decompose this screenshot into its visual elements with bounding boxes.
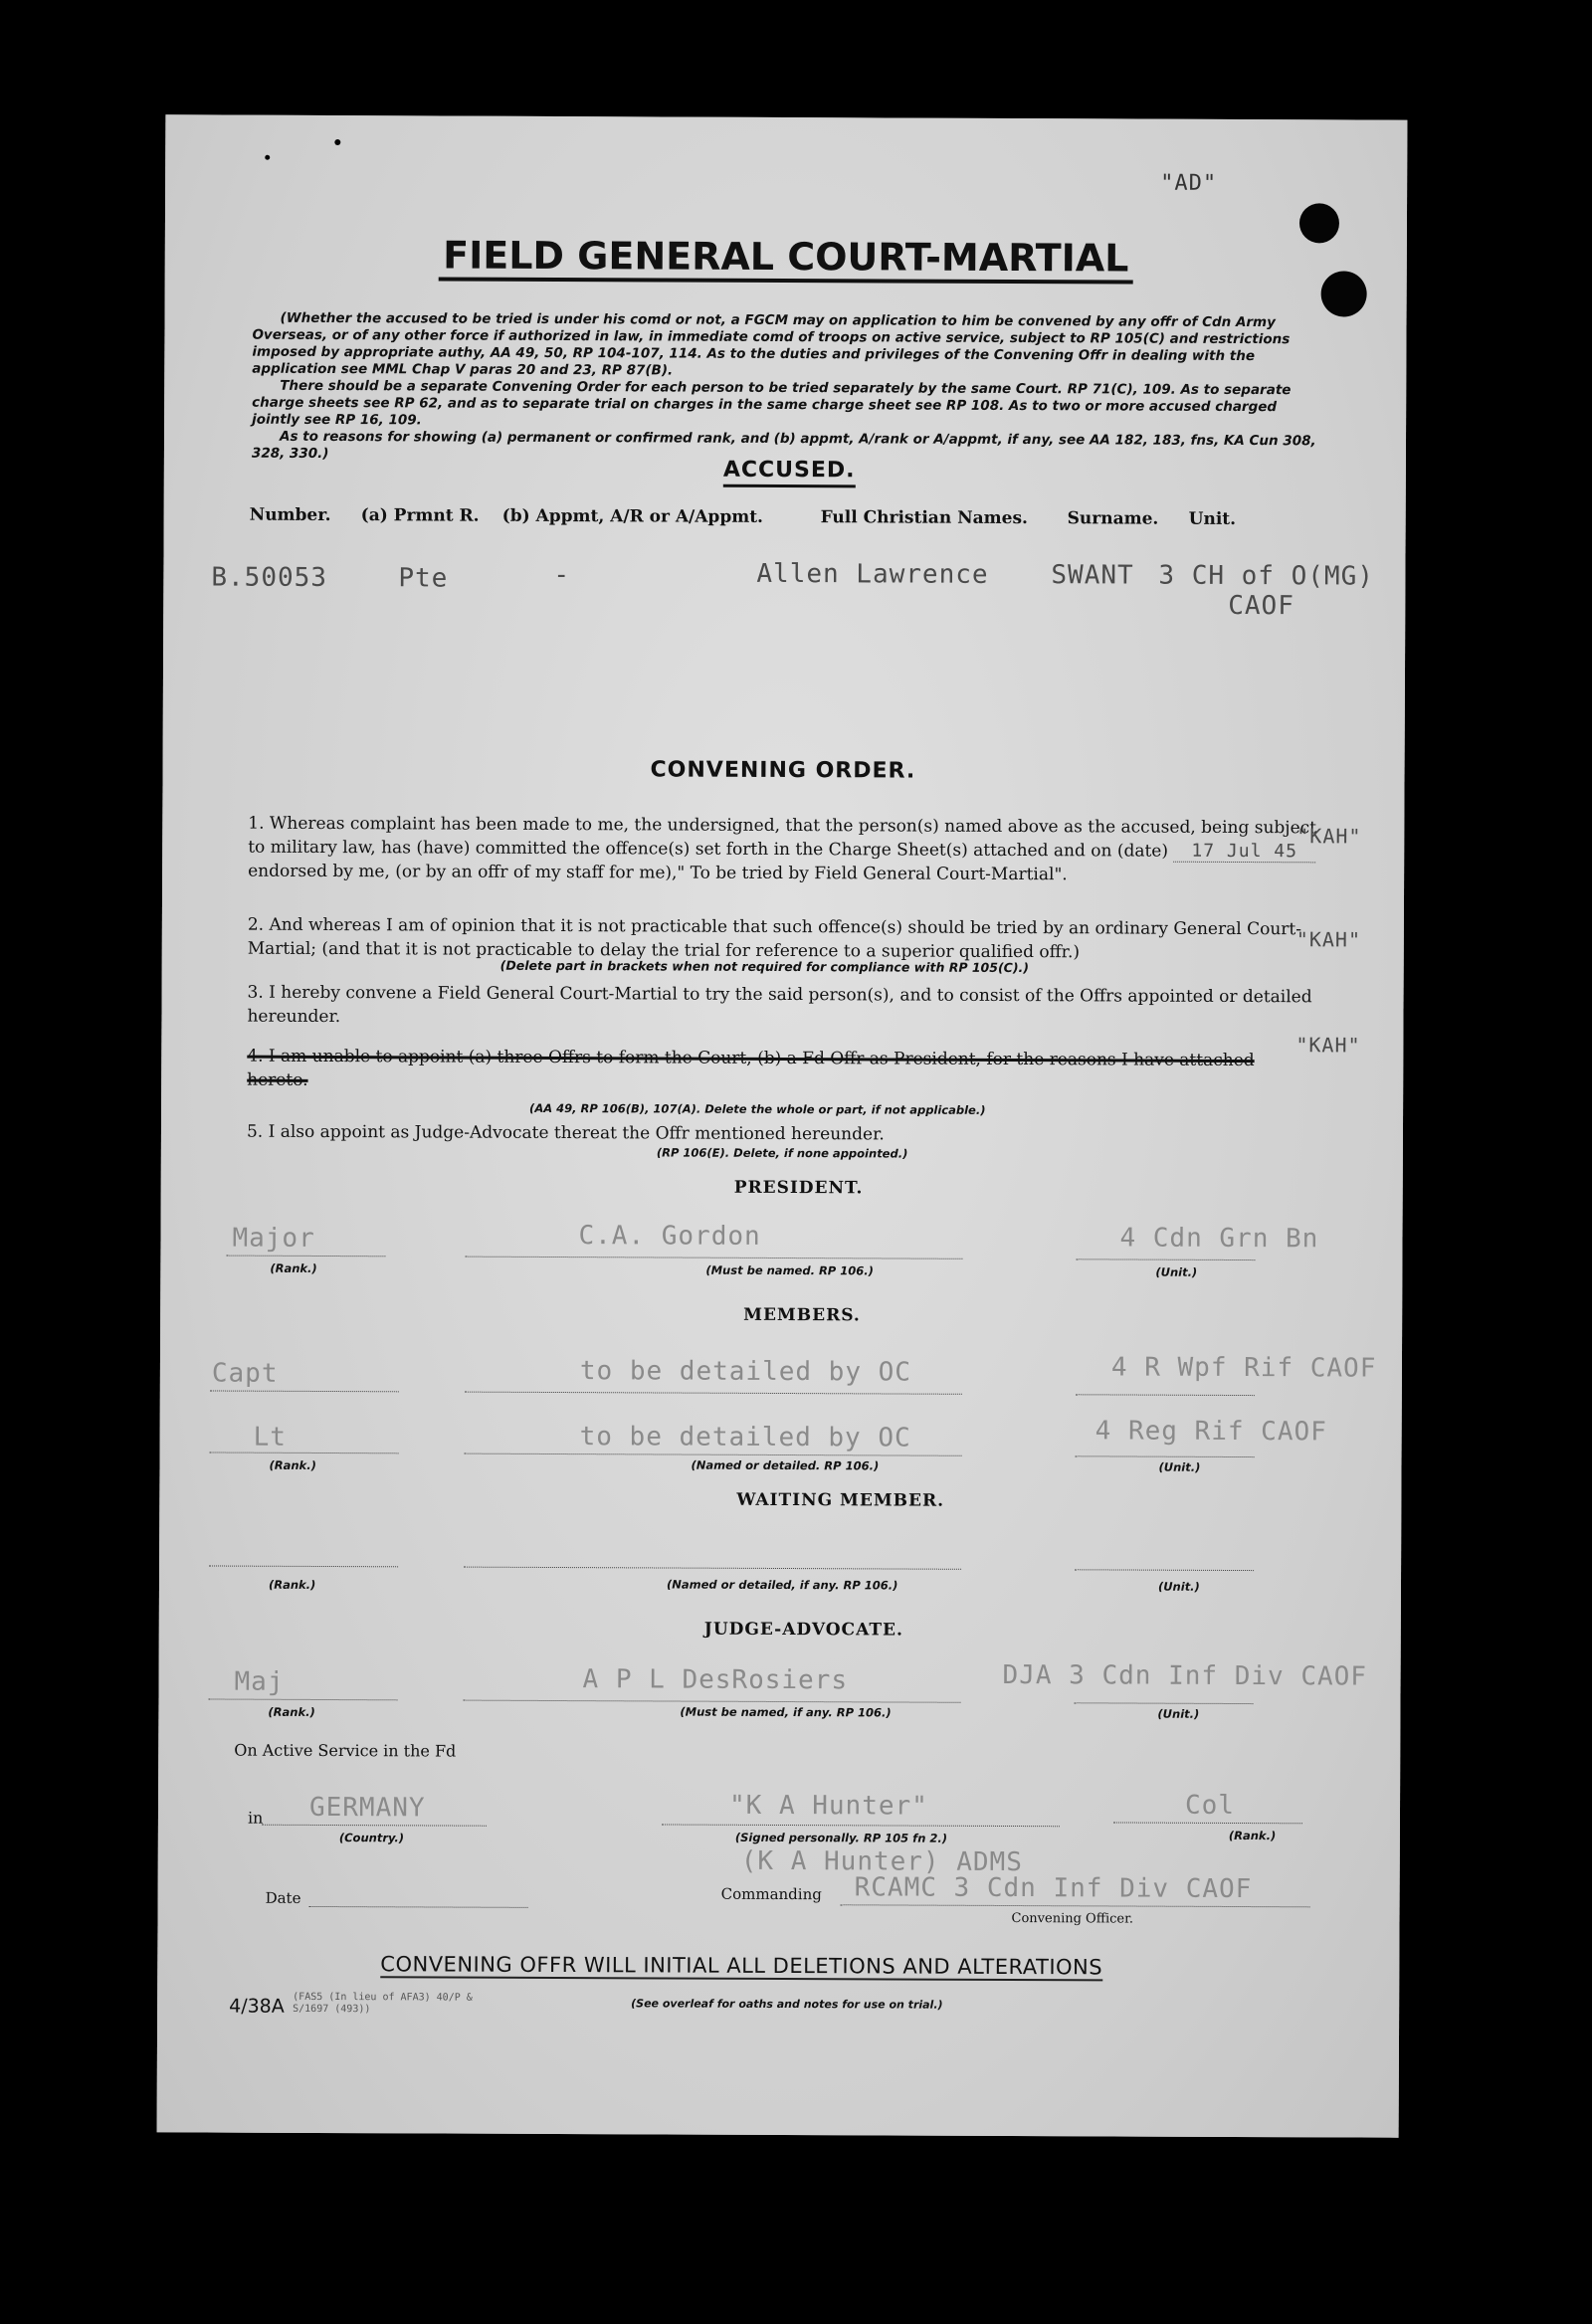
caption-country: (Country.) bbox=[338, 1831, 405, 1845]
typed-name: (K A Hunter) ADMS bbox=[740, 1845, 1023, 1878]
waiting-heading: WAITING MEMBER. bbox=[736, 1489, 945, 1511]
initials-3: "KAH" bbox=[1295, 1033, 1361, 1058]
rule bbox=[1075, 1569, 1254, 1571]
accused-heading: ACCUSED. bbox=[723, 458, 856, 488]
rule bbox=[1076, 1394, 1255, 1396]
caption-rank: (Rank.) bbox=[268, 1704, 315, 1719]
caption-rank: (Rank.) bbox=[268, 1577, 316, 1592]
president-name: C.A. Gordon bbox=[578, 1221, 761, 1252]
overleaf-note: (See overleaf for oaths and notes for use on trial.) bbox=[631, 1997, 943, 2012]
caption-name: (Named or detailed, if any. RP 106.) bbox=[666, 1577, 898, 1593]
accused-appmt: - bbox=[553, 559, 571, 591]
corner-mark: "AD" bbox=[1160, 170, 1218, 196]
instruction-notes: (Whether the accused to be tried is under his comd or not, a FGCM may on application to him be convened by any offr of Cdn Army Overseas, or of any other force if authorized in law, in immediate comd of troops on active service, subject to RP 105(C) and restrictions imposed by appropriate authy, AA 49, 50, RP 104-107, 114. As to the duties and privileges of the Convening Offr in dealing with the application see MML Chap V paras 20 and 23, RP 87(B). There should be a separate Convening Order for each person to be tried separately by the same Court. RP 71(C), 109. As to separate charge sheets see RP 62, and as to separate trial on charges in the same charge sheet see RP 108. As to two or more accused charged jointly see RP 16, 109. As to reasons for showing (a) permanent or confirmed rank, and (b) appmt, A/rank or A/appmt, if any, see AA 182, 183, fns, KA Cun 308, 328, 330.) bbox=[251, 309, 1316, 463]
rule bbox=[465, 1257, 962, 1259]
rule bbox=[464, 1567, 961, 1570]
column-rank: (a) Prmnt R. bbox=[360, 505, 480, 526]
rule bbox=[463, 1700, 960, 1703]
caption-name: (Must be named, if any. RP 106.) bbox=[680, 1704, 892, 1720]
member-1-name: to be detailed by OC bbox=[579, 1356, 912, 1388]
signed-name: "K A Hunter" bbox=[728, 1790, 928, 1822]
column-number: Number. bbox=[249, 504, 331, 526]
speck bbox=[265, 155, 270, 160]
rule bbox=[1074, 1702, 1253, 1704]
convening-para-1: 1. Whereas complaint has been made to me, the undersigned, that the person(s) named above as the accused, being subject to military law, has (have) committed the offence(s) set forth in the Charge Sheet(s) attached and on (date) 17 Jul 45 endorsed by me, (or by an offr of my staff for me)," To be tried by Field General Court-Martial". bbox=[248, 813, 1317, 885]
offence-date: 17 Jul 45 bbox=[1173, 841, 1315, 864]
convening-para-2: 2. And whereas I am of opinion that it is not practicable that such offence(s) should be tried by an ordinary General Court-Martial; (and that it is not practicable to delay the trial for reference to a superior qualified offr.) bbox=[247, 914, 1302, 963]
caption-rank: (Rank.) bbox=[1228, 1828, 1277, 1843]
form-number: 4/38A bbox=[229, 1995, 285, 2018]
column-christian-names: Full Christian Names. bbox=[820, 507, 1029, 529]
rule bbox=[465, 1392, 962, 1395]
form-sub: (FAS5 (In lieu of AFA3) 40/P & S/1697 (493)) bbox=[293, 1991, 473, 2016]
accused-christian-names: Allen Lawrence bbox=[756, 558, 989, 590]
convening-para-4: 4. I am unable to appoint (a) three Offrs to form the Court, (b) a Fd Offr as President, for the reasons I have attached hereto. bbox=[247, 1046, 1255, 1090]
rule bbox=[1113, 1822, 1302, 1824]
rule bbox=[1076, 1259, 1255, 1260]
rule bbox=[210, 1390, 399, 1392]
caption-unit: (Unit.) bbox=[1155, 1264, 1198, 1279]
caption-unit: (Unit.) bbox=[1157, 1706, 1200, 1721]
active-service-label: On Active Service in the Fd bbox=[234, 1740, 457, 1761]
judge-rank: Maj bbox=[234, 1666, 285, 1697]
accused-unit: 3 CH of O(MG) bbox=[1158, 560, 1374, 592]
para-2-note: (Delete part in brackets when not required for compliance with RP 105(C).) bbox=[499, 957, 1030, 976]
commanding-label: Commanding bbox=[720, 1884, 822, 1904]
accused-number: B.50053 bbox=[211, 562, 328, 594]
convening-heading: CONVENING ORDER. bbox=[650, 757, 916, 784]
judge-name: A P L DesRosiers bbox=[582, 1664, 849, 1696]
document-page bbox=[157, 114, 1408, 2137]
column-appmt: (b) Appmt, A/R or A/Appmt. bbox=[501, 505, 764, 527]
column-surname: Surname. bbox=[1067, 508, 1159, 529]
signatory-rank: Col bbox=[1184, 1790, 1236, 1821]
rule bbox=[208, 1698, 397, 1700]
accused-unit-line2: CAOF bbox=[1228, 590, 1294, 622]
initials-2: "KAH" bbox=[1295, 927, 1362, 952]
member-2-rank: Lt bbox=[253, 1422, 288, 1452]
footer-instruction: CONVENING OFFR WILL INITIAL ALL DELETIONS AND ALTERATIONS bbox=[380, 1952, 1103, 1980]
rule bbox=[465, 1453, 962, 1456]
para-4-note: (AA 49, RP 106(B), 107(A). Delete the whole or part, if not applicable.) bbox=[529, 1100, 986, 1117]
caption-rank: (Rank.) bbox=[270, 1260, 317, 1275]
caption-signed: (Signed personally. RP 105 fn 2.) bbox=[734, 1830, 948, 1845]
country: GERMANY bbox=[308, 1792, 426, 1824]
convening-para-3: 3. I hereby convene a Field General Court-Martial to try the said person(s), and to consist of the Offrs appointed or detailed hereunder. bbox=[247, 982, 1312, 1028]
document-title: FIELD GENERAL COURT-MARTIAL bbox=[165, 232, 1407, 281]
rule bbox=[226, 1256, 385, 1258]
accused-surname: SWANT bbox=[1051, 560, 1134, 591]
command-unit: RCAMC 3 Cdn Inf Div CAOF bbox=[854, 1872, 1253, 1905]
column-unit: Unit. bbox=[1188, 508, 1237, 529]
president-heading: PRESIDENT. bbox=[733, 1177, 864, 1199]
caption-rank: (Rank.) bbox=[269, 1457, 316, 1472]
member-2-name: to be detailed by OC bbox=[579, 1422, 911, 1453]
caption-unit: (Unit.) bbox=[1158, 1459, 1201, 1474]
rule bbox=[262, 1825, 487, 1827]
president-rank: Major bbox=[232, 1223, 315, 1254]
date-label: Date bbox=[265, 1888, 301, 1907]
rule bbox=[662, 1824, 1060, 1827]
judge-heading: JUDGE-ADVOCATE. bbox=[703, 1619, 903, 1641]
initials-1: "KAH" bbox=[1296, 824, 1362, 849]
caption-name: (Must be named. RP 106.) bbox=[705, 1262, 874, 1278]
rule bbox=[209, 1565, 398, 1567]
para-5-note: (RP 106(E). Delete, if none appointed.) bbox=[656, 1145, 908, 1161]
member-1-rank: Capt bbox=[211, 1358, 279, 1389]
caption-unit: (Unit.) bbox=[1157, 1579, 1200, 1594]
rule bbox=[309, 1906, 528, 1908]
rule bbox=[210, 1452, 399, 1453]
judge-unit: DJA 3 Cdn Inf Div CAOF bbox=[1002, 1659, 1368, 1692]
speck bbox=[334, 139, 340, 145]
accused-rank: Pte bbox=[398, 563, 449, 594]
member-2-unit: 4 Reg Rif CAOF bbox=[1094, 1416, 1327, 1448]
convening-para-5: 5. I also appoint as Judge-Advocate thereat the Offr mentioned hereunder. bbox=[246, 1121, 885, 1145]
member-1-unit: 4 R Wpf Rif CAOF bbox=[1110, 1352, 1377, 1384]
in-label: in bbox=[247, 1808, 264, 1828]
caption-name: (Named or detailed. RP 106.) bbox=[691, 1457, 880, 1473]
president-unit: 4 Cdn Grn Bn bbox=[1119, 1223, 1319, 1255]
rule bbox=[1076, 1455, 1255, 1457]
members-heading: MEMBERS. bbox=[743, 1304, 861, 1326]
convening-officer-label: Convening Officer. bbox=[1011, 1911, 1134, 1927]
